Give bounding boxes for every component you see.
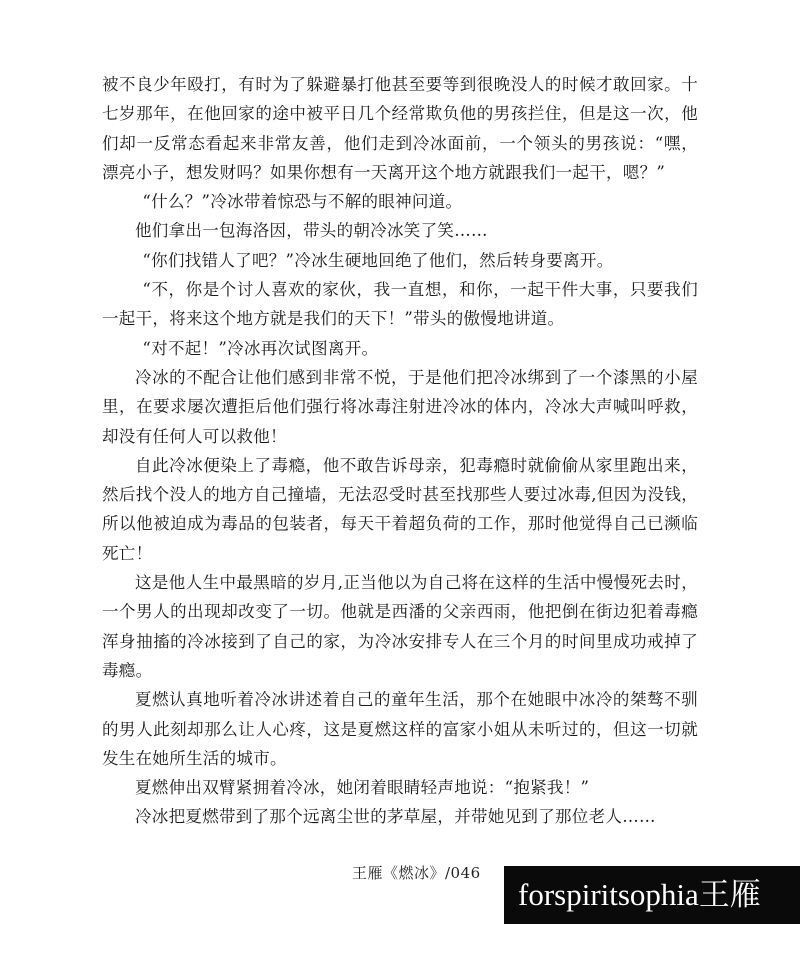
- paragraph-4: “你们找错人了吧？”冷冰生硬地回绝了他们，然后转身要离开。: [142, 250, 614, 270]
- paragraph-1: 被不良少年殴打，有时为了躲避暴打他甚至要等到很晚没人的时候才敢回家。十七岁那年，在他回家的途中被平日几个经常欺负他的男孩拦住，但是这一次，他们却一反常态看起来非常友善，他们走到冷冰面前，一个领头的男孩说：“嘿，漂亮小子，想发财吗？如果你想有一天离开这个地方就跟我们一起干，嗯？”: [102, 75, 698, 182]
- paragraph-8: 自此冷冰便染上了毒瘾，他不敢告诉母亲，犯毒瘾时就偷偷从家里跑出来，然后找个没人的地方自己撞墙，无法忍受时甚至找那些人要过冰毒,但因为没钱，所以他被迫成为毒品的包装者，每天干着超负荷的工作，那时他觉得自己已濒临死亡！: [102, 455, 698, 563]
- page-footer: 王雁《燃冰》/046: [352, 864, 481, 882]
- paragraph-6: “对不起！”冷冰再次试图离开。: [142, 338, 379, 358]
- paragraph-5: “不，你是个讨人喜欢的家伙，我一直想，和你，一起干件大事，只要我们一起干，将来这个地方就是我们的天下！”带头的傲慢地讲道。: [102, 280, 698, 329]
- watermark-banner: forspiritsophia王雁: [504, 866, 800, 924]
- paragraph-9: 这是他人生中最黑暗的岁月,正当他以为自己将在这样的生活中慢慢死去时，一个男人的出现却改变了一切。他就是西潘的父亲西雨，他把倒在街边犯着毒瘾浑身抽搐的冷冰接到了自己的家，为冷冰安排专人在三个月的时间里成功戒掉了毒瘾。: [102, 573, 698, 680]
- paragraph-2: “什么？”冷冰带着惊恐与不解的眼神问道。: [142, 192, 463, 212]
- paragraph-10: 夏燃认真地听着冷冰讲述着自己的童年生活，那个在她眼中冰冷的桀骜不驯的男人此刻却那么让人心疼，这是夏燃这样的富家小姐从未听过的，但这一切就发生在她所生活的城市。: [102, 690, 698, 768]
- paragraph-3: 他们拿出一包海洛因，带头的朝冷冰笑了笑……: [135, 221, 488, 241]
- paragraph-11: 夏燃伸出双臂紧拥着冷冰，她闭着眼睛轻声地说：“抱紧我！”: [135, 778, 590, 798]
- paragraph-7: 冷冰的不配合让他们感到非常不悦，于是他们把冷冰绑到了一个漆黑的小屋里，在要求屡次遭拒后他们强行将冰毒注射进冷冰的体内，冷冰大声喊叫呼救，却没有任何人可以救他！: [102, 367, 698, 446]
- body-text: [102, 70, 698, 832]
- paragraph-12: 冷冰把夏燃带到了那个远离尘世的茅草屋，并带她见到了那位老人……: [135, 807, 656, 827]
